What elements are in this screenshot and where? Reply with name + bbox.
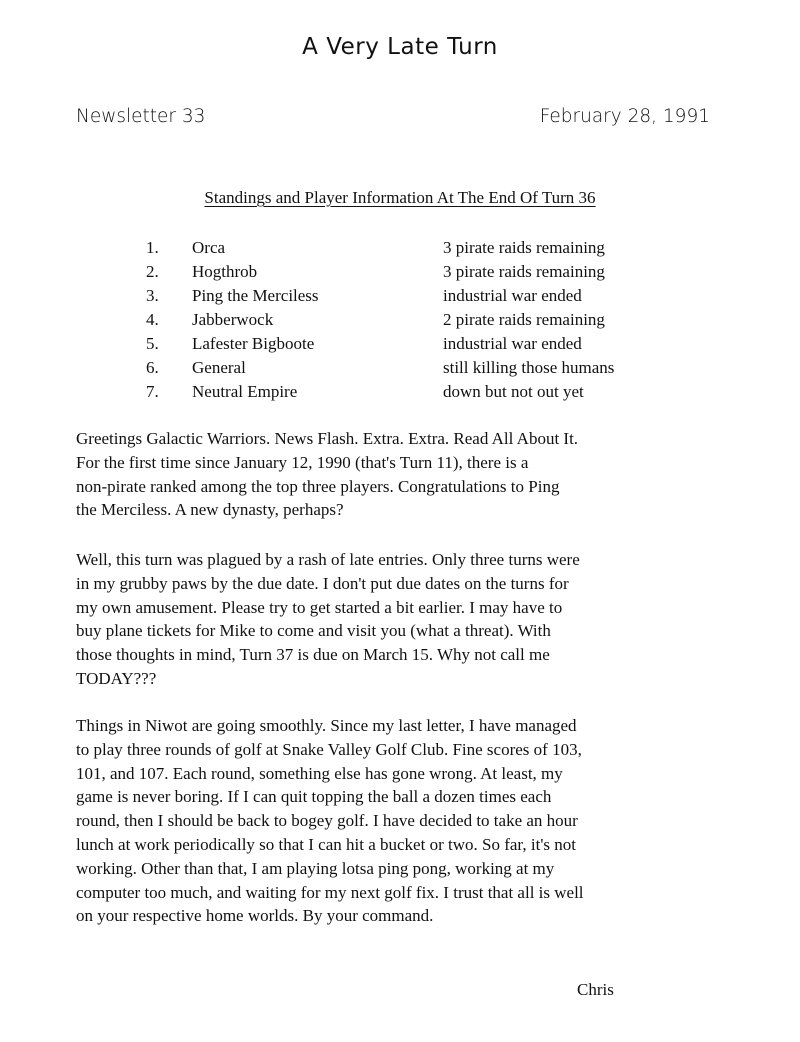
standings-row xyxy=(0,308,800,332)
paragraph-line: in my grubby paws by the due date. I don't put due dates on the turns for xyxy=(76,573,569,593)
paragraph-line: working. Other than that, I am playing lotsa ping pong, working at my xyxy=(76,858,555,878)
standing-rank: 3. xyxy=(146,286,159,305)
paragraph-line: 101, and 107. Each round, something else has gone wrong. At least, my xyxy=(76,763,563,783)
paragraph-line: Greetings Galactic Warriors. News Flash. Extra. Extra. Read All About It. xyxy=(76,429,579,448)
signature: Chris xyxy=(577,980,614,999)
paragraph-line: Things in Niwot are going smoothly. Since my last letter, I have managed xyxy=(76,716,577,735)
standing-player: Orca xyxy=(192,238,226,257)
paragraph-greetings xyxy=(76,427,726,522)
standing-rank: 2. xyxy=(146,262,159,281)
paragraph-line: non-pirate ranked among the top three players. Congratulations to Ping xyxy=(76,476,560,496)
paragraph-line: to play three rounds of golf at Snake Valley Golf Club. Fine scores of 103, xyxy=(76,739,582,759)
paragraph-line: my own amusement. Please try to get started a bit earlier. I may have to xyxy=(76,597,563,617)
standing-status: industrial war ended xyxy=(443,286,582,305)
standing-player: Neutral Empire xyxy=(192,382,298,401)
standings-row xyxy=(0,332,800,356)
standing-player: Hogthrob xyxy=(192,262,258,281)
standing-rank: 1. xyxy=(146,238,159,257)
standings-row xyxy=(0,260,800,284)
standing-status: industrial war ended xyxy=(443,334,582,353)
standings-list xyxy=(0,236,800,404)
standing-rank: 5. xyxy=(146,334,159,353)
page-title: A Very Late Turn xyxy=(302,34,498,60)
paragraph-line: on your respective home worlds. By your command. xyxy=(76,906,434,926)
paragraph-line: those thoughts in mind, Turn 37 is due on March 15. Why not call me xyxy=(76,645,550,665)
paragraph-late-entries xyxy=(76,548,726,691)
standings-row xyxy=(0,380,800,404)
paragraph-line: Well, this turn was plagued by a rash of late entries. Only three turns were xyxy=(76,550,580,569)
standing-rank: 4. xyxy=(146,310,159,329)
standings-heading: Standings and Player Information At The End Of Turn 36 xyxy=(204,188,596,207)
paragraph-line: TODAY??? xyxy=(76,668,157,688)
paragraph-line: round, then I should be back to bogey golf. I have decided to take an hour xyxy=(76,811,578,831)
paragraph-line: For the first time since January 12, 1990 (that's Turn 11), there is a xyxy=(76,452,529,472)
standing-status: down but not out yet xyxy=(443,382,584,401)
newsletter-number: Newsletter 33 xyxy=(76,106,206,127)
standing-player: General xyxy=(192,358,246,377)
paragraph-line: lunch at work periodically so that I can hit a bucket or two. So far, it's not xyxy=(76,834,576,854)
paragraph-line: the Merciless. A new dynasty, perhaps? xyxy=(76,500,344,520)
standing-status: 3 pirate raids remaining xyxy=(443,238,605,257)
standings-row xyxy=(0,236,800,260)
standings-row xyxy=(0,284,800,308)
newsletter-date: February 28, 1991 xyxy=(539,106,710,127)
paragraph-niwot xyxy=(76,714,726,928)
standings-row xyxy=(0,356,800,380)
standing-status: still killing those humans xyxy=(443,358,615,377)
paragraph-line: game is never boring. If I can quit topping the ball a dozen times each xyxy=(76,787,552,807)
standing-player: Ping the Merciless xyxy=(192,286,319,305)
paragraph-line: computer too much, and waiting for my next golf fix. I trust that all is well xyxy=(76,882,584,902)
standing-status: 3 pirate raids remaining xyxy=(443,262,605,281)
standing-rank: 6. xyxy=(146,358,159,377)
paragraph-line: buy plane tickets for Mike to come and visit you (what a threat). With xyxy=(76,621,551,641)
standing-rank: 7. xyxy=(146,382,159,401)
standing-player: Lafester Bigboote xyxy=(192,334,315,353)
standing-player: Jabberwock xyxy=(192,310,274,329)
standing-status: 2 pirate raids remaining xyxy=(443,310,605,329)
